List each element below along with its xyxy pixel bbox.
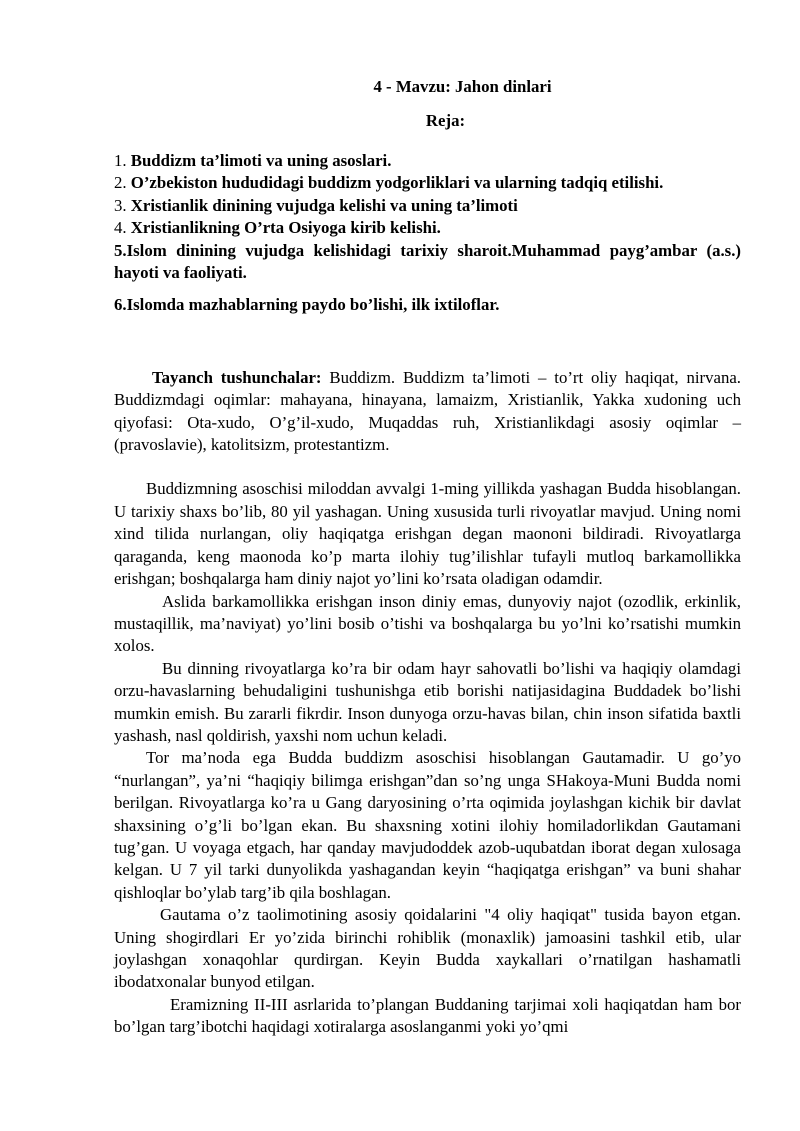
plan-item (114, 195, 741, 217)
keywords-label: Tayanch tushunchalar: (152, 367, 322, 387)
plan-heading: Reja: (425, 111, 466, 130)
document-page (114, 76, 741, 1039)
plan-item (114, 150, 741, 172)
plan-list (114, 150, 741, 317)
body-paragraph: Bu dinning rivoyatlarga ko’ra bir odam hayr sahovatli bo’lishi va haqiqiy olamdagi orzu-havaslarning behudaligini tushunishga etib borishi natijasidagina Buddadek bo’lishi mumkin emish. Bu zararli fikrdir. Inson dunyoga orzu-havas bilan, chin inson sifatida baxtli yashash, nasl qoldirish, yaxshi nom uchun keladi. (114, 658, 741, 745)
body-paragraph: Tor ma’noda ega Budda buddizm asoschisi hisoblangan Gautamadir. U go’yo “nurlangan”, ya’ni “haqiqiy bilimga erishgan”dan so’ng unga SHakoya-Muni Budda nomi berilgan. Rivoyatlarga ko’ra u Gang daryosining o’rta oqimida joylashgan kichik bir davlat shaxsining o’g’li bo’lgan ekan. Bu shaxsning xotini ilohiy homiladorlikdan Gautamani tug’gan. U voyaga etgach, har qanday mavjudoddek azob-uqubatdan iborat degan xulosaga kelgan. U 7 yil tarki dunyolikda yashagandan keyin “haqiqatga erishgan” va buni shahar qishloqlar bo’ylab targ’ib qila boshlagan. (114, 748, 741, 902)
body-paragraph: Eramizning II-III asrlarida to’plangan Buddaning tarjimai xoli haqiqatdan ham bor bo’lgan targ’ibotchi haqidagi xotiralarga asoslanganmi yoki yo’qmi (114, 994, 741, 1037)
keywords-text: Buddizm. Buddizm ta’limoti – to’rt oliy haqiqat, nirvana. Buddizmdagi oqimlar: mahayana, hinayana, lamaizm, Xristianlik, Yakka xudoning uch qiyofasi: Ota-xudo, O’g’il-xudo, Muqaddas ruh, Xristianlikdagi asosiy oqimlar – (pravoslavie), katolitsizm, protestantizm. (114, 367, 741, 455)
plan-item-number: 3. (114, 195, 131, 215)
plan-item-text: Xristianlik dinining vujudga kelishi va uning ta’limoti (130, 195, 518, 215)
plan-item-number: 1. (114, 151, 131, 170)
body-paragraph: Gautama o’z taolimotining asosiy qoidalarini "4 oliy haqiqat" tusida bayon etgan. Uning shogirdlari Er yo’zida birinchi rohiblik (monaxlik) jamoasini tashkil etib, ular joylashgan xonaqohlar qurdirgan. Keyin Budda xaykallari o’rnatilgan hashamatli ibodatxonalar bunyod etilgan. (114, 905, 741, 992)
plan-item-text: Islom dinining vujudga kelishidagi tarixiy sharoit.Muhammad payg’ambar (a.s.) hayoti va faoliyati. (114, 240, 741, 283)
plan-item (114, 172, 741, 194)
plan-item (114, 217, 741, 239)
plan-item-number: 2. (114, 173, 131, 193)
plan-item-text: O’zbekiston hududidagi buddizm yodgorliklari va ularning tadqiq etilishi. (130, 173, 664, 193)
keywords-paragraph (114, 367, 741, 457)
plan-item-text: Islomda mazhablarning paydo bo’lishi, ilk ixtiloflar. (126, 295, 500, 315)
plan-item-number: 6. (114, 295, 127, 315)
plan-item-number: 5. (114, 240, 127, 260)
plan-item-text: Buddizm ta’limoti va uning asoslari. (130, 151, 392, 170)
plan-item-number: 4. (114, 218, 131, 238)
plan-item (114, 240, 741, 285)
plan-item-text: Xristianlikning O’rta Osiyoga kirib kelishi. (130, 218, 441, 238)
body-paragraph: Aslida barkamollikka erishgan inson diniy emas, dunyoviy najot (ozodlik, erkinlik, mustaqillik, ma’naviyat) yo’lini bosib o’tishi va boshqalarga bu yo’lni ko’rsatishi mumkin xolos. (114, 591, 741, 656)
document-title: 4 - Mavzu: Jahon dinlari (373, 77, 552, 96)
body-paragraph: Buddizmning asoschisi miloddan avvalgi 1-ming yillikda yashagan Budda hisoblangan. U tarixiy shaxs bo’lib, 80 yil yashagan. Uning xususida turli rivoyatlar mavjud. Uning nomi xind tilida nurlangan, oliy haqiqatga erishgan degan maononi bildiradi. Rivoyatlarga qaraganda, keng maonoda ko’p marta ilohiy tug’ilishlar tufayli mutloq barkamollikka erishgan; boshqalarga ham diniy najot yo’lini ko’rsata oladigan odamdir. (114, 479, 741, 589)
plan-item (114, 294, 741, 316)
